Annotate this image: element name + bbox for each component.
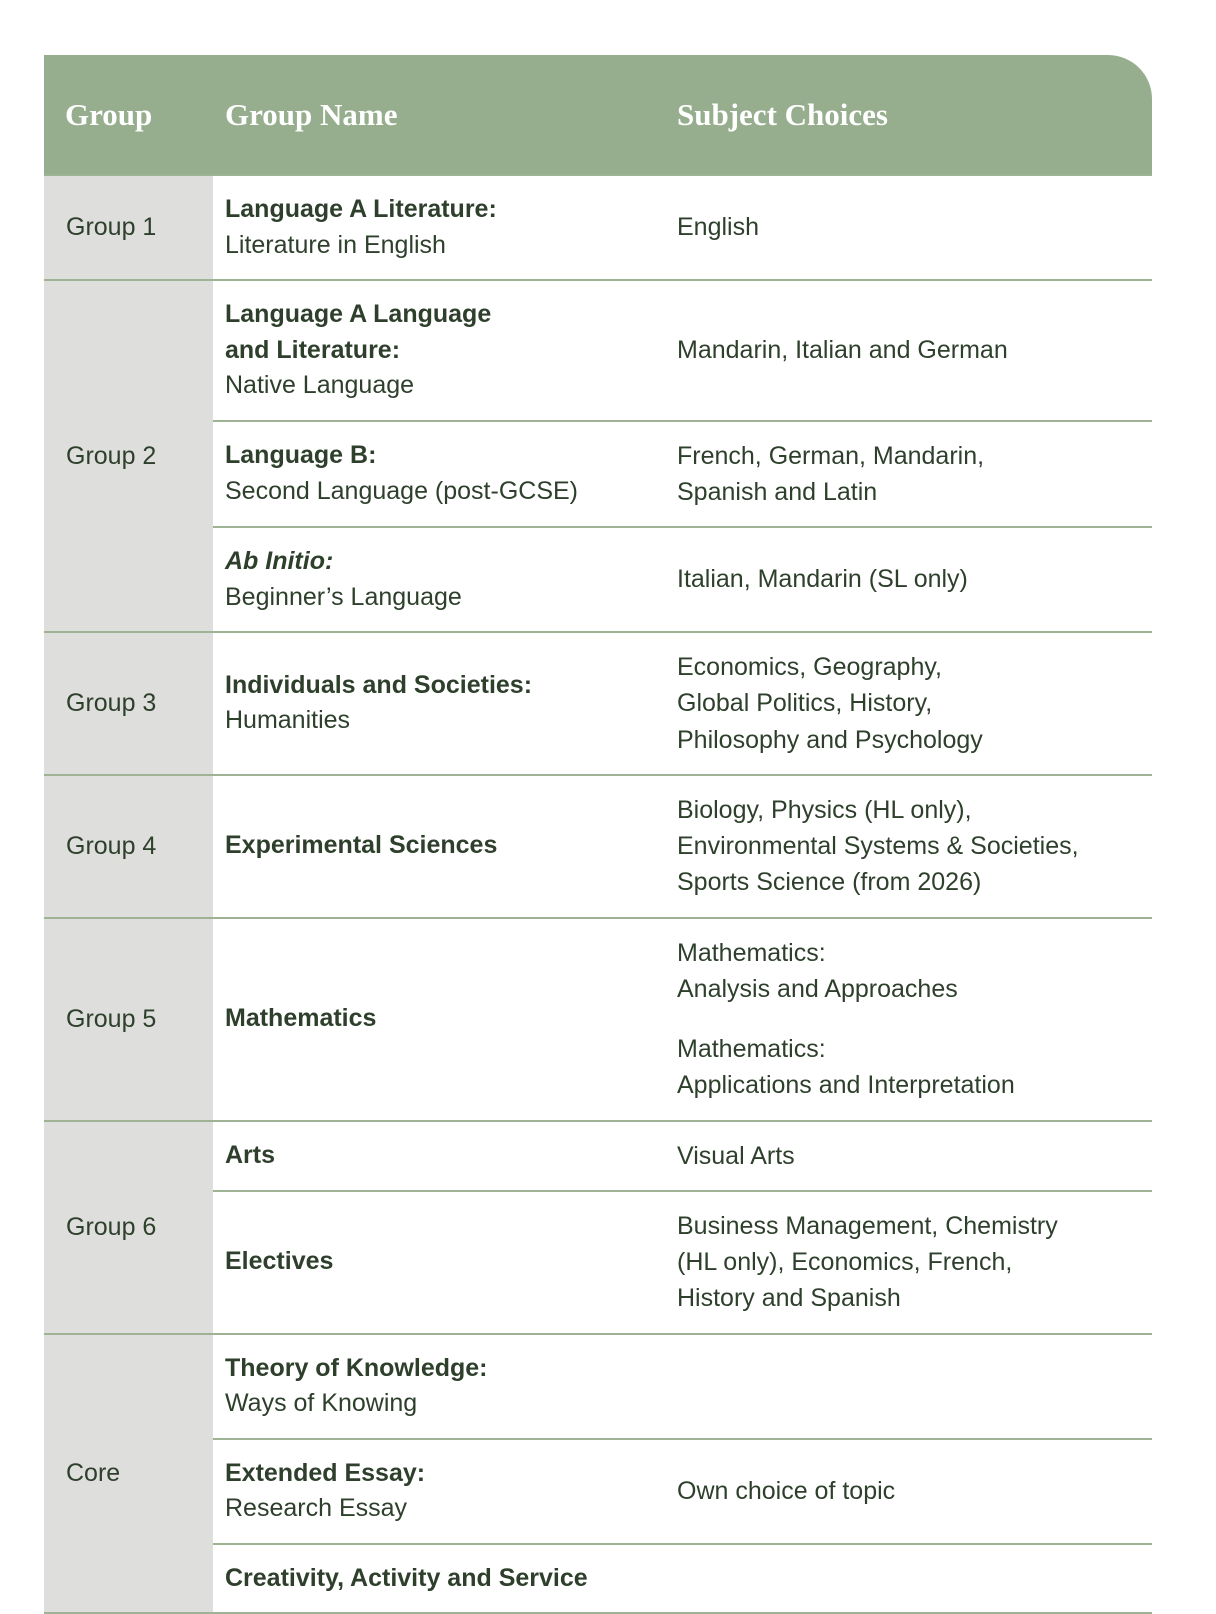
group-name-cell — [225, 422, 677, 527]
table-group — [44, 776, 1152, 919]
subject-choices-cell — [677, 422, 1152, 527]
table-row — [213, 776, 1152, 917]
group-name-cell — [225, 528, 677, 631]
table-row — [213, 1190, 1152, 1333]
group-name-cell — [225, 1122, 677, 1190]
subject-choice-item: English — [677, 209, 1142, 245]
group-rows — [213, 919, 1152, 1120]
group-rows — [213, 633, 1152, 774]
subject-group-title: Arts — [225, 1138, 663, 1174]
table-group — [44, 281, 1152, 633]
group-name-cell — [225, 1440, 677, 1543]
subject-group-title: Ab Initio: — [225, 544, 663, 580]
group-name-cell — [225, 1545, 677, 1613]
group-name-cell — [225, 1192, 677, 1333]
subject-choices-cell — [677, 528, 1152, 631]
table-row — [213, 420, 1152, 527]
table-group — [44, 174, 1152, 281]
subject-choices-cell — [677, 1122, 1152, 1190]
subject-group-description: Humanities — [225, 703, 663, 739]
group-name-cell — [225, 1335, 677, 1438]
group-rows — [213, 1335, 1152, 1613]
group-rows — [213, 281, 1152, 631]
subject-group-description: Research Essay — [225, 1491, 663, 1527]
subject-choice-item: French, German, Mandarin, Spanish and Latin — [677, 438, 1142, 511]
column-header-group-name: Group Name — [225, 97, 677, 133]
subject-choices-cell — [677, 176, 1152, 279]
group-label: Core — [44, 1335, 213, 1613]
group-label: Group 2 — [44, 281, 213, 631]
group-name-cell — [225, 919, 677, 1120]
subject-group-title: Extended Essay: — [225, 1456, 663, 1492]
table-row — [213, 1122, 1152, 1190]
subject-group-title: Language B: — [225, 438, 663, 474]
subject-group-title: Language A Literature: — [225, 192, 663, 228]
group-label: Group 5 — [44, 919, 213, 1120]
subject-group-description: Literature in English — [225, 228, 663, 264]
subject-choice-item: Mathematics: Analysis and Approaches — [677, 935, 1142, 1008]
table-row — [213, 1335, 1152, 1438]
subject-group-title: Mathematics — [225, 1001, 663, 1037]
group-label: Group 6 — [44, 1122, 213, 1333]
subject-choices-cell — [677, 919, 1152, 1120]
subject-choices-cell — [677, 1335, 1152, 1438]
table-body — [44, 174, 1152, 1614]
subject-choice-item: Mathematics: Applications and Interpretation — [677, 1031, 1142, 1104]
subject-choice-item: Mandarin, Italian and German — [677, 332, 1142, 368]
column-header-subject-choices: Subject Choices — [677, 97, 1152, 133]
group-label: Group 1 — [44, 176, 213, 279]
subject-choices-cell — [677, 633, 1152, 774]
subject-choice-item: Business Management, Chemistry (HL only), Economics, French, History and Spanish — [677, 1208, 1142, 1317]
table-row — [213, 281, 1152, 420]
subject-choices-cell — [677, 281, 1152, 420]
subject-choices-cell — [677, 1545, 1152, 1613]
subject-group-title: Creativity, Activity and Service — [225, 1561, 663, 1597]
subject-choice-item: Biology, Physics (HL only), Environmental Systems & Societies, Sports Science (from 2026) — [677, 792, 1142, 901]
table-group — [44, 633, 1152, 776]
group-label: Group 3 — [44, 633, 213, 774]
group-name-cell — [225, 176, 677, 279]
group-name-cell — [225, 776, 677, 917]
table-group — [44, 919, 1152, 1122]
table-row — [213, 526, 1152, 631]
group-name-cell — [225, 281, 677, 420]
subject-choice-item: Own choice of topic — [677, 1473, 1142, 1509]
subject-choices-cell — [677, 1440, 1152, 1543]
subject-group-description: Beginner’s Language — [225, 580, 663, 616]
table-row — [213, 919, 1152, 1120]
subject-choices-cell — [677, 1192, 1152, 1333]
group-name-cell — [225, 633, 677, 774]
subject-group-title: Language A Language and Literature: — [225, 297, 663, 368]
subject-group-description: Second Language (post-GCSE) — [225, 474, 663, 510]
table-header-row — [44, 55, 1152, 174]
table-row — [213, 633, 1152, 774]
table-group — [44, 1335, 1152, 1614]
column-header-group: Group — [44, 97, 225, 133]
subject-group-title: Individuals and Societies: — [225, 668, 663, 704]
table-row — [213, 176, 1152, 279]
group-label: Group 4 — [44, 776, 213, 917]
subject-choice-item: Visual Arts — [677, 1138, 1142, 1174]
group-rows — [213, 176, 1152, 279]
subject-choice-item: Economics, Geography, Global Politics, History, Philosophy and Psychology — [677, 649, 1142, 758]
subject-group-title: Experimental Sciences — [225, 828, 663, 864]
subject-group-title: Electives — [225, 1244, 663, 1280]
subject-group-description: Ways of Knowing — [225, 1386, 663, 1422]
table-row — [213, 1438, 1152, 1543]
table-group — [44, 1122, 1152, 1335]
subject-group-description: Native Language — [225, 368, 663, 404]
subject-choice-item: Italian, Mandarin (SL only) — [677, 561, 1142, 597]
group-rows — [213, 776, 1152, 917]
table-row — [213, 1543, 1152, 1613]
ib-subject-choices-table — [44, 55, 1152, 1614]
group-rows — [213, 1122, 1152, 1333]
subject-choices-cell — [677, 776, 1152, 917]
subject-group-title: Theory of Knowledge: — [225, 1351, 663, 1387]
